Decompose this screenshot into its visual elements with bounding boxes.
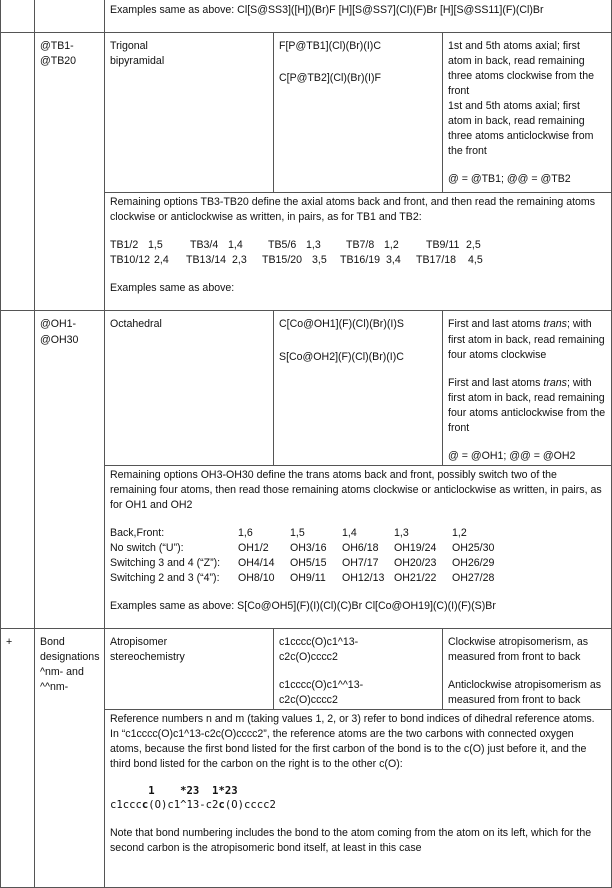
bond-flag-cell xyxy=(1,628,35,887)
tb-pair-key: TB3/4 xyxy=(190,239,219,252)
top-examples: Examples same as above: Cl[S@SS3]([H])(Br)F [H][S@SS7](Cl)(F)Br [H][S@SS11](F)(Cl)Br xyxy=(110,4,544,16)
table-row xyxy=(1,311,612,465)
oh-cell: OH9/11 xyxy=(290,571,326,584)
tb-pairs-row-1 xyxy=(110,238,606,253)
oh-cell: OH7/17 xyxy=(342,556,379,569)
oh-cell: OH6/18 xyxy=(342,541,379,554)
bond-index-numbers: 1 *23 1*23 xyxy=(148,785,238,798)
tb-name: @TB1-@TB20 xyxy=(40,40,77,68)
oh-header-cell: 1,3 xyxy=(394,526,409,539)
tb-pair-val: 1,4 xyxy=(228,239,243,252)
bond-ex2-smiles: c1cccc(O)c1^^13- c2c(O)cccc2 xyxy=(279,679,364,707)
bond-name: Bond designations ^nm- and ^^nm- xyxy=(40,635,100,694)
oh-cell: OH20/23 xyxy=(394,556,437,569)
tb-equiv: @ = @TB1; @@ = @TB2 xyxy=(448,173,571,186)
bond-flag: + xyxy=(6,635,13,648)
oh-geometry-cell xyxy=(105,311,274,465)
tb-pairs-row-2 xyxy=(110,253,606,268)
tb-pair-val: 2,3 xyxy=(232,254,247,267)
oh-header-cell: Back,Front: xyxy=(110,526,165,539)
oh-row-label: Switching 2 and 3 (“4”): xyxy=(110,571,220,584)
tb-pair-val: 1,3 xyxy=(306,239,321,252)
oh-equiv: @ = @OH1; @@ = @OH2 xyxy=(448,449,576,462)
table-row xyxy=(1,0,612,33)
tb-pair-key: TB7/8 xyxy=(346,239,375,252)
table-row xyxy=(1,628,612,709)
oh-remaining: Remaining options OH3-OH30 define the trans atoms back and front, possibly switch two of the remaining four atoms, then read those remaining atoms clockwise or anticlockwise as written, in pairs, as for OH1 and OH2 xyxy=(110,468,602,511)
tb-ex2-desc: 1st and 5th atoms axial; first atom in back, read remaining three atoms anticlockwise from the front xyxy=(448,100,594,158)
bond-reference-cell xyxy=(105,710,612,888)
oh-header-cell: 1,6 xyxy=(238,526,253,539)
tb-ex1-desc: 1st and 5th atoms axial; first atom in back, read remaining three atoms clockwise from the front xyxy=(448,40,595,98)
oh-remaining-cell xyxy=(105,465,612,628)
tb-ex1-smiles: F[P@TB1](Cl)(Br)(I)C xyxy=(279,40,381,53)
tb-examples: Examples same as above: xyxy=(110,282,235,295)
tb-pair-val: 3,4 xyxy=(386,254,401,267)
oh-cell: OH21/22 xyxy=(394,571,437,584)
tb-pair-val: 1,2 xyxy=(384,239,399,252)
oh-ex1-desc: First and last atoms trans; with first atom in back, read remaining four atoms clockwise xyxy=(448,318,605,361)
oh-geometry: Octahedral xyxy=(110,318,162,331)
bond-reference: Reference numbers n and m (taking values 1, 2, or 3) refer to bond indices of dihedral reference atoms. In “c1cccc(O)c1^13-c2c(O)cccc2”, the reference atoms are the two carbons with connected oxygen atoms, because the first bond listed for the first carbon of the bond is to the c(O) just before it, and the third bond listed for the carbon on the right is to the other c(O): xyxy=(110,713,595,771)
oh-cell: OH25/30 xyxy=(452,541,495,554)
oh-cell: OH12/13 xyxy=(342,571,385,584)
bond-ex1-desc: Clockwise atropisomerism, as measured from front to back xyxy=(448,635,589,663)
tb-name-cell xyxy=(35,33,105,311)
oh-name: @OH1-@OH30 xyxy=(40,318,79,346)
oh-row-label: Switching 3 and 4 (“Z”): xyxy=(110,556,221,569)
bond-geometry: Atropisomer stereochemistry xyxy=(110,635,185,663)
bond-ex2-desc: Anticlockwise atropisomerism as measured from front to back xyxy=(448,679,602,707)
tb-pair-key: TB13/14 xyxy=(186,254,227,267)
oh-cell: OH3/16 xyxy=(290,541,327,554)
bond-name-cell xyxy=(35,628,105,887)
tb-pair-key: TB9/11 xyxy=(426,239,460,252)
oh-switch-table xyxy=(110,526,606,586)
table-row xyxy=(1,33,612,193)
tb-smiles-cell xyxy=(274,33,443,193)
tb-ex2-smiles: C[P@TB2](Cl)(Br)(I)F xyxy=(279,72,381,85)
tb-pair-key: TB5/6 xyxy=(268,239,297,252)
tb-remaining: Remaining options TB3-TB20 define the axial atoms back and front, and then read the remaining atoms clockwise or anticlockwise as written, in pairs, as for TB1 and TB2: xyxy=(110,196,596,224)
tb-pair-key: TB1/2 xyxy=(110,239,139,252)
bond-note: Note that bond numbering includes the bond to the atom coming from the atom on its left, which for the second carbon is the atropisomeric bond itself, at least in this case xyxy=(110,826,592,854)
oh-cell: OH5/15 xyxy=(290,556,327,569)
oh-smiles-cell xyxy=(274,311,443,465)
tb-pair-val: 4,5 xyxy=(468,254,483,267)
top-examples-cell xyxy=(105,0,612,33)
oh-name-cell xyxy=(35,311,105,629)
tb-pair-key: TB15/20 xyxy=(262,254,303,267)
tb-pair-key: TB16/19 xyxy=(340,254,381,267)
oh-cell: OH27/28 xyxy=(452,571,495,584)
tb-desc-cell xyxy=(443,33,612,193)
oh-cell: OH4/14 xyxy=(238,556,275,569)
oh-cell: OH26/29 xyxy=(452,556,495,569)
oh-cell: OH8/10 xyxy=(238,571,275,584)
bond-geometry-cell xyxy=(105,628,274,709)
oh-row-label: No switch (“U”): xyxy=(110,541,184,554)
oh-ex2-smiles: S[Co@OH2](F)(Cl)(Br)(I)C xyxy=(279,350,404,363)
oh-header-cell: 1,2 xyxy=(452,526,467,539)
bond-smiles-cell xyxy=(274,628,443,709)
oh-ex1-smiles: C[Co@OH1](F)(Cl)(Br)(I)S xyxy=(279,318,404,331)
oh-cell: OH1/2 xyxy=(238,541,269,554)
tb-geometry: Trigonal bipyramidal xyxy=(110,40,165,68)
oh-examples: Examples same as above: S[Co@OH5](F)(I)(Cl)(C)Br Cl[Co@OH19](C)(I)(F)(S)Br xyxy=(110,599,496,612)
bond-desc-cell xyxy=(443,628,612,709)
tb-pair-val: 1,5 xyxy=(148,239,163,252)
oh-desc-cell xyxy=(443,311,612,465)
oh-header-cell: 1,5 xyxy=(290,526,305,539)
tb-pair-val: 2,5 xyxy=(466,239,481,252)
tb-pair-key: TB17/18 xyxy=(416,254,457,267)
oh-ex2-desc: First and last atoms trans; with first atom in back, read remaining four atoms anticlockwise from the front xyxy=(448,376,606,434)
oh-header-cell: 1,4 xyxy=(342,526,357,539)
tb-remaining-cell xyxy=(105,193,612,311)
oh-cell: OH19/24 xyxy=(394,541,437,554)
tb-pair-val: 3,5 xyxy=(312,254,327,267)
bond-ex1-smiles: c1cccc(O)c1^13- c2c(O)cccc2 xyxy=(279,635,359,663)
tb-geometry-cell xyxy=(105,33,274,193)
tb-pair-key: TB10/12 xyxy=(110,254,151,267)
bond-code-line: c1cccc(O)c1^13-c2c(O)cccc2 xyxy=(110,798,276,811)
tb-pair-val: 2,4 xyxy=(154,254,169,267)
